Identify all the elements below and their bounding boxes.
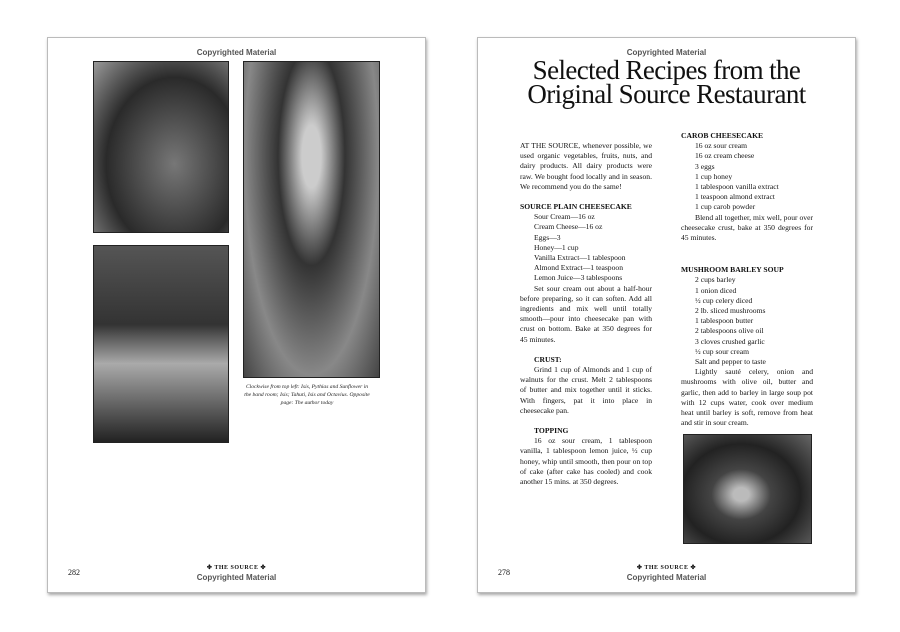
photo-band-room [93, 61, 229, 233]
copyright-watermark: Copyrighted Material [626, 573, 707, 582]
method: Lightly sauté celery, onion and mushrooms with olive oil, butter and garlic, then add to barley in large soup pot with 12 cups water, cook over medium heat until barley is soft, remove from heat and stir in sour cream. [681, 367, 813, 428]
right-page [477, 37, 856, 593]
copyright-watermark: Copyrighted Material [196, 48, 277, 57]
copyright-watermark: Copyrighted Material [196, 573, 277, 582]
page-number: 282 [68, 568, 80, 577]
photo-caption: Clockwise from top left: Isis, Pythias and Sunflower in the band room; Isis; Tahuti, Isis and Octavius. Opposite page: The author today [244, 384, 370, 406]
method: Blend all together, mix well, pour over cheesecake crust, bake at 350 degrees for 45 minutes. [681, 212, 813, 243]
recipe-heading: CRUST: [534, 354, 562, 364]
ingredient-list: Sour Cream—16 oz Cream Cheese—16 oz Eggs—3 Honey—1 cup Vanilla Extract—1 tablespoon Almond Extract—1 teaspoon Lemon Juice—3 tablespoons [534, 212, 626, 283]
left-page [47, 37, 426, 593]
left-column [520, 141, 652, 487]
recipe-heading: MUSHROOM BARLEY SOUP [681, 265, 784, 275]
right-column [681, 131, 813, 428]
method: Set sour cream out about a half-hour before preparing, so it can soften. Add all ingredients and mix well until totally smooth—pour into cheesecake pan with crust on bottom. Bake at 350 degrees for 45 minutes. [520, 283, 652, 344]
method: Grind 1 cup of Almonds and 1 cup of walnuts for the crust. Melt 2 tablespoons of butter and mix together until it sticks. With fingers, pat it into place in cheesecake pan. [520, 365, 652, 415]
running-footer: ✤ THE SOURCE ✤ [206, 565, 267, 571]
page-number: 278 [498, 568, 510, 577]
method: 16 oz sour cream, 1 tablespoon vanilla, 1 tablespoon lemon juice, ½ cup honey, whip until smooth, then pour on top of cake (after cake has cooled) and cook another 15 mins. at 350 degrees. [520, 436, 652, 487]
page-title: Selected Recipes from the Original Source Restaurant [527, 55, 806, 109]
photo-author [683, 434, 812, 544]
copyright-watermark: Copyrighted Material [626, 48, 707, 57]
ingredient-list: 16 oz sour cream 16 oz cream cheese 3 eggs 1 cup honey 1 tablespoon vanilla extract 1 teaspoon almond extract 1 cup carob powder [695, 141, 779, 212]
intro: AT THE SOURCE, whenever possible, we used organic vegetables, fruits, nuts, and dairy products. All dairy products were raw. We bought food locally and in season. We recommend you do the same! [520, 141, 652, 191]
recipe-heading: TOPPING [534, 426, 569, 436]
recipe-heading: SOURCE PLAIN CHEESECAKE [520, 202, 632, 212]
running-footer: ✤ THE SOURCE ✤ [636, 565, 697, 571]
photo-isis [243, 61, 380, 378]
ingredient-list: 2 cups barley 1 onion diced ½ cup celery diced 2 lb. sliced mushrooms 1 tablespoon butter 2 tablespoons olive oil 3 cloves crushed garlic ½ cup sour cream Salt and pepper to taste [695, 275, 766, 367]
photo-group [93, 245, 229, 443]
recipe-heading: CAROB CHEESECAKE [681, 131, 764, 140]
